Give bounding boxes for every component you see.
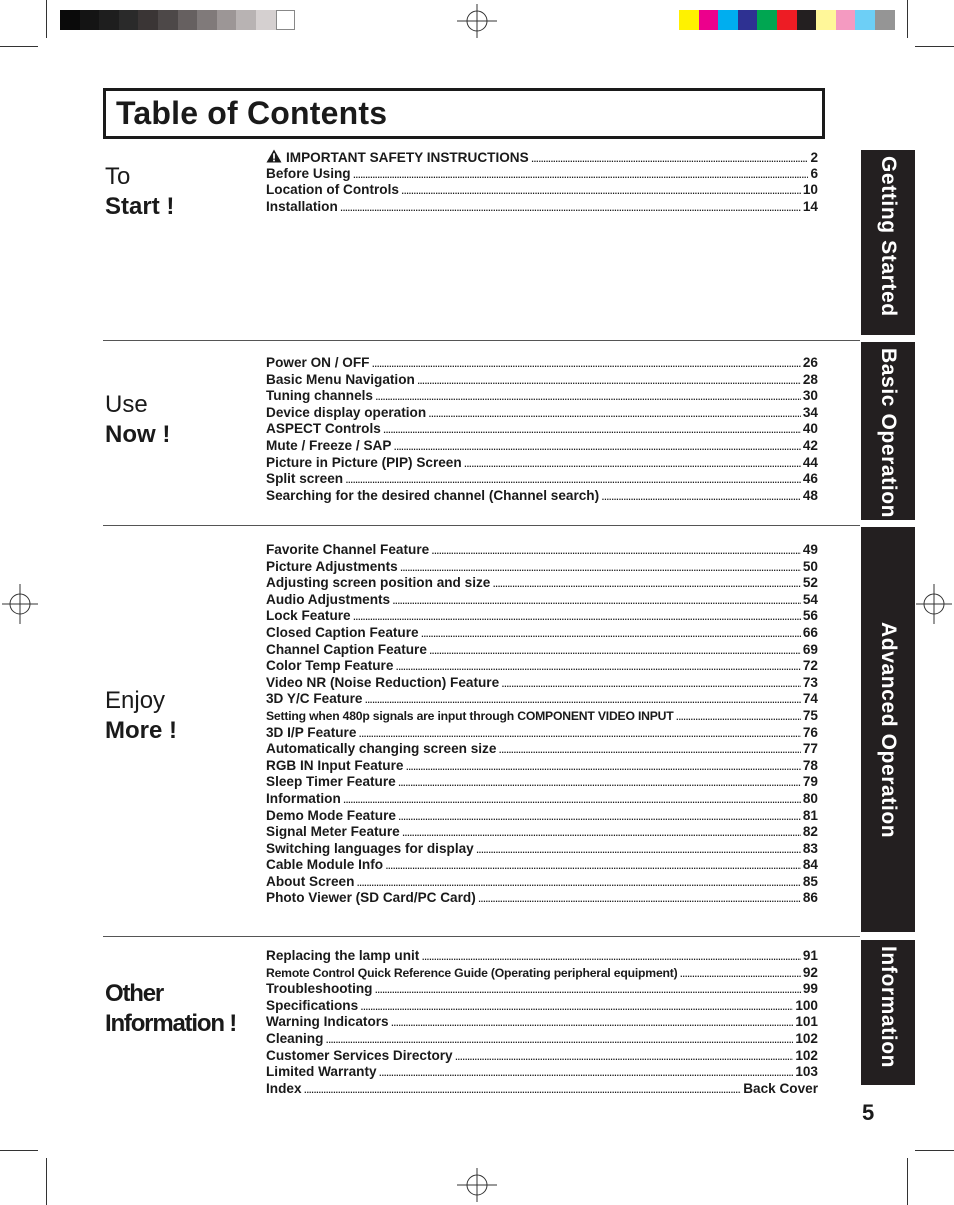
dot-leader bbox=[476, 841, 801, 856]
warning-triangle-icon bbox=[266, 149, 282, 163]
color-swatch bbox=[797, 10, 817, 30]
toc-entry-text: Tuning channels bbox=[266, 388, 373, 404]
toc-entry-page: 85 bbox=[802, 873, 818, 889]
registration-mark-icon bbox=[457, 4, 497, 38]
toc-entry[interactable] bbox=[266, 405, 818, 422]
toc-entry-text: Color Temp Feature bbox=[266, 658, 394, 674]
toc-entry[interactable] bbox=[266, 1048, 818, 1065]
toc-entry[interactable] bbox=[266, 774, 818, 791]
tab-information[interactable] bbox=[861, 940, 915, 1085]
toc-entry[interactable] bbox=[266, 559, 818, 576]
toc-entry[interactable] bbox=[266, 998, 818, 1015]
toc-entry-title bbox=[266, 199, 338, 214]
toc-entry-text: IMPORTANT SAFETY INSTRUCTIONS bbox=[286, 150, 529, 165]
toc-entry-title bbox=[266, 675, 499, 690]
color-swatch bbox=[777, 10, 797, 30]
toc-entry-title bbox=[266, 592, 390, 607]
toc-entry[interactable] bbox=[266, 824, 818, 841]
toc-entry[interactable] bbox=[266, 388, 818, 405]
toc-entry-text: Automatically changing screen size bbox=[266, 741, 497, 757]
toc-entry-text: Installation bbox=[266, 198, 338, 214]
toc-entry-text: Device display operation bbox=[266, 404, 427, 420]
dot-leader bbox=[400, 559, 801, 574]
section-label-line1: Other bbox=[105, 980, 164, 1007]
toc-entry[interactable] bbox=[266, 808, 818, 825]
gray-swatch bbox=[276, 10, 296, 30]
dot-leader bbox=[325, 1031, 793, 1046]
dot-leader bbox=[464, 455, 801, 470]
dot-leader bbox=[421, 625, 801, 640]
toc-entry-text: Index bbox=[266, 1080, 302, 1096]
toc-entry[interactable] bbox=[266, 471, 818, 488]
toc-entry[interactable] bbox=[266, 874, 818, 891]
toc-entry-title bbox=[266, 575, 490, 590]
toc-entry-title bbox=[266, 471, 343, 486]
gray-swatch bbox=[217, 10, 237, 30]
gray-swatch bbox=[138, 10, 158, 30]
toc-entry[interactable] bbox=[266, 182, 818, 199]
toc-entry-title bbox=[266, 691, 362, 706]
toc-entry-text: Channel Caption Feature bbox=[266, 641, 427, 657]
registration-mark-icon bbox=[916, 584, 952, 624]
toc-entry[interactable] bbox=[266, 890, 818, 907]
toc-entry-title bbox=[266, 758, 403, 773]
toc-entry[interactable] bbox=[266, 691, 818, 708]
color-swatch bbox=[816, 10, 836, 30]
toc-entry-page: 56 bbox=[802, 608, 818, 624]
toc-entry[interactable] bbox=[266, 166, 818, 183]
toc-entry-page: 14 bbox=[802, 198, 818, 214]
toc-entry-page: Back Cover bbox=[743, 1080, 818, 1096]
dot-leader bbox=[601, 488, 801, 503]
toc-entry-text: Audio Adjustments bbox=[266, 591, 391, 607]
toc-entry-page: 84 bbox=[802, 857, 818, 873]
toc-entry-page: 10 bbox=[802, 182, 818, 198]
gray-scale-bar bbox=[60, 10, 295, 30]
toc-entry-page: 26 bbox=[802, 355, 818, 370]
gray-swatch bbox=[236, 10, 256, 30]
toc-entry-title bbox=[266, 709, 674, 723]
toc-entry[interactable] bbox=[266, 1031, 818, 1048]
toc-entry[interactable] bbox=[266, 948, 818, 965]
toc-entry-page: 40 bbox=[802, 421, 818, 437]
toc-entry-page: 34 bbox=[802, 404, 818, 420]
toc-entry[interactable] bbox=[266, 791, 818, 808]
section-label-use bbox=[105, 390, 170, 450]
toc-entry-text: Customer Services Directory bbox=[266, 1047, 453, 1063]
toc-entry-page: 75 bbox=[802, 707, 818, 723]
toc-entry-page: 101 bbox=[795, 1014, 818, 1030]
toc-entry[interactable] bbox=[266, 608, 818, 625]
gray-swatch bbox=[197, 10, 217, 30]
toc-entry-text: Limited Warranty bbox=[266, 1064, 377, 1080]
toc-entry-text: Video NR (Noise Reduction) Feature bbox=[266, 674, 500, 690]
dot-leader bbox=[455, 1048, 794, 1063]
toc-entry-text: Adjusting screen position and size bbox=[266, 575, 491, 591]
gray-swatch bbox=[178, 10, 198, 30]
dot-leader bbox=[340, 199, 801, 214]
toc-entry-title bbox=[266, 741, 496, 756]
toc-entry[interactable] bbox=[266, 981, 818, 998]
toc-entry[interactable] bbox=[266, 841, 818, 858]
toc-entry[interactable] bbox=[266, 965, 818, 982]
toc-entry-page: 52 bbox=[802, 575, 818, 591]
dot-leader bbox=[360, 998, 793, 1013]
toc-entry[interactable] bbox=[266, 355, 818, 372]
color-swatch bbox=[855, 10, 875, 30]
dot-leader bbox=[343, 791, 801, 806]
color-swatch bbox=[679, 10, 699, 30]
toc-entry-text: Picture Adjustments bbox=[266, 558, 398, 574]
toc-entry-text: Setting when 480p signals are input through COMPONENT VIDEO INPUT bbox=[266, 708, 674, 723]
toc-entry-text: Split screen bbox=[266, 471, 344, 487]
toc-entry-text: Information bbox=[266, 790, 341, 806]
toc-entry-page: 2 bbox=[810, 150, 818, 165]
toc-entry-title bbox=[266, 1081, 302, 1096]
toc-entry-title bbox=[266, 182, 399, 197]
dot-leader bbox=[478, 890, 801, 905]
toc-entry-text: Warning Indicators bbox=[266, 1014, 389, 1030]
color-swatch bbox=[836, 10, 856, 30]
section-label-line2: Information ! bbox=[105, 1010, 237, 1037]
dot-leader bbox=[398, 774, 801, 789]
toc-entry-text: Specifications bbox=[266, 997, 359, 1013]
toc-entry-title bbox=[266, 455, 462, 470]
toc-entry-title bbox=[266, 642, 427, 657]
toc-entry-title bbox=[266, 421, 381, 436]
dot-leader bbox=[531, 150, 809, 165]
toc-entry[interactable] bbox=[266, 488, 818, 505]
toc-entry-title bbox=[266, 608, 351, 623]
toc-entry-text: Cable Module Info bbox=[266, 857, 384, 873]
section-divider bbox=[103, 340, 860, 341]
section-label-line2: Now ! bbox=[105, 421, 171, 448]
toc-entry-title bbox=[266, 998, 358, 1013]
toc-entry-text: ASPECT Controls bbox=[266, 421, 381, 437]
registration-mark-icon bbox=[2, 584, 38, 624]
toc-entry[interactable] bbox=[266, 372, 818, 389]
toc-entry-title bbox=[266, 372, 415, 387]
toc-entry-text: Before Using bbox=[266, 165, 351, 181]
toc-entry[interactable] bbox=[266, 857, 818, 874]
toc-entry-page: 73 bbox=[802, 674, 818, 690]
toc-entry-title bbox=[266, 824, 400, 839]
toc-entry-page: 54 bbox=[802, 591, 818, 607]
tab-advanced-operation[interactable] bbox=[861, 527, 915, 932]
gray-swatch bbox=[158, 10, 178, 30]
section-label-line2: More ! bbox=[105, 717, 177, 744]
dot-leader bbox=[421, 948, 801, 963]
toc-list-other bbox=[266, 948, 818, 1097]
toc-entry-page: 46 bbox=[802, 471, 818, 487]
dot-leader bbox=[353, 166, 809, 181]
page-number: 5 bbox=[862, 1100, 875, 1125]
toc-entry-title bbox=[266, 808, 396, 823]
dot-leader bbox=[379, 1064, 794, 1079]
dot-leader bbox=[401, 182, 801, 197]
gray-swatch bbox=[80, 10, 100, 30]
toc-entry-page: 80 bbox=[802, 790, 818, 806]
tab-label: Getting Started bbox=[877, 156, 900, 317]
toc-entry-page: 102 bbox=[795, 1047, 818, 1063]
section-label-line1: Enjoy bbox=[105, 687, 166, 714]
toc-entry-page: 30 bbox=[802, 388, 818, 404]
toc-entry-text: 3D I/P Feature bbox=[266, 724, 357, 740]
toc-entry-title bbox=[266, 405, 426, 420]
dot-leader bbox=[501, 675, 801, 690]
toc-entry-page: 103 bbox=[795, 1064, 818, 1080]
toc-entry-page: 82 bbox=[802, 824, 818, 840]
toc-entry-page: 48 bbox=[802, 487, 818, 503]
toc-entry-page: 69 bbox=[802, 641, 818, 657]
toc-entry-page: 28 bbox=[802, 371, 818, 387]
dot-leader bbox=[679, 965, 800, 980]
toc-entry[interactable] bbox=[266, 199, 818, 216]
toc-entry-text: Remote Control Quick Reference Guide (Operating peripheral equipment) bbox=[266, 965, 678, 980]
toc-entry-page: 91 bbox=[802, 948, 818, 963]
title-box bbox=[103, 88, 825, 139]
color-swatch bbox=[738, 10, 758, 30]
toc-entry[interactable] bbox=[266, 575, 818, 592]
color-swatch bbox=[875, 10, 895, 30]
toc-entry-title bbox=[266, 658, 393, 673]
toc-entry-page: 74 bbox=[802, 691, 818, 707]
toc-entry-text: Lock Feature bbox=[266, 608, 351, 624]
toc-entry-page: 102 bbox=[795, 1030, 818, 1046]
toc-entry-text: Searching for the desired channel (Channel search) bbox=[266, 487, 600, 503]
section-divider bbox=[103, 525, 860, 526]
toc-entry[interactable] bbox=[266, 421, 818, 438]
dot-leader bbox=[676, 708, 801, 723]
dot-leader bbox=[356, 874, 801, 889]
toc-entry-title bbox=[266, 1064, 377, 1079]
toc-entry[interactable] bbox=[266, 642, 818, 659]
color-swatch bbox=[699, 10, 719, 30]
toc-list-enjoy bbox=[266, 542, 818, 907]
toc-entry[interactable] bbox=[266, 455, 818, 472]
toc-entry-title bbox=[266, 948, 419, 963]
dot-leader bbox=[353, 608, 801, 623]
section-label-line1: To bbox=[105, 163, 131, 190]
toc-entry-page: 100 bbox=[795, 997, 818, 1013]
toc-entry-title bbox=[266, 841, 474, 856]
toc-entry[interactable] bbox=[266, 625, 818, 642]
tab-label: Advanced Operation bbox=[877, 622, 900, 839]
toc-entry[interactable] bbox=[266, 758, 818, 775]
dot-leader bbox=[345, 471, 801, 486]
toc-entry-title bbox=[266, 1031, 323, 1046]
section-label-other bbox=[105, 979, 236, 1039]
dot-leader bbox=[428, 405, 801, 420]
toc-entry[interactable] bbox=[266, 675, 818, 692]
toc-entry-page: 42 bbox=[802, 437, 818, 453]
toc-entry-text: Sleep Timer Feature bbox=[266, 774, 396, 790]
dot-leader bbox=[358, 725, 800, 740]
tab-label: Basic Operation bbox=[877, 348, 900, 519]
toc-entry-text: Signal Meter Feature bbox=[266, 824, 400, 840]
toc-entry-title bbox=[266, 388, 373, 403]
toc-entry-page: 92 bbox=[802, 964, 818, 980]
dot-leader bbox=[304, 1081, 742, 1096]
dot-leader bbox=[431, 542, 801, 557]
toc-entry-title bbox=[266, 542, 429, 557]
section-label-enjoy bbox=[105, 686, 177, 746]
toc-entry-title bbox=[266, 1048, 453, 1063]
toc-entry-text: Photo Viewer (SD Card/PC Card) bbox=[266, 890, 476, 906]
toc-entry-title bbox=[266, 890, 476, 905]
toc-entry-text: Power ON / OFF bbox=[266, 355, 370, 370]
toc-list-use bbox=[266, 355, 818, 504]
toc-entry-text: RGB IN Input Feature bbox=[266, 757, 404, 773]
dot-leader bbox=[391, 1014, 794, 1029]
toc-entry-page: 6 bbox=[810, 165, 818, 181]
dot-leader bbox=[375, 388, 801, 403]
toc-entry-title bbox=[266, 857, 383, 872]
toc-entry-text: 3D Y/C Feature bbox=[266, 691, 363, 707]
toc-entry[interactable] bbox=[266, 725, 818, 742]
toc-entry[interactable] bbox=[266, 708, 818, 725]
toc-entry-page: 66 bbox=[802, 624, 818, 640]
toc-entry-page: 50 bbox=[802, 558, 818, 574]
toc-entry-text: Switching languages for display bbox=[266, 840, 474, 856]
toc-entry-page: 79 bbox=[802, 774, 818, 790]
toc-entry-text: Basic Menu Navigation bbox=[266, 371, 415, 387]
dot-leader bbox=[383, 421, 801, 436]
dot-leader bbox=[364, 691, 800, 706]
toc-entry-page: 76 bbox=[802, 724, 818, 740]
tab-basic-operation[interactable] bbox=[861, 342, 915, 520]
color-swatch bbox=[718, 10, 738, 30]
toc-entry-page: 81 bbox=[802, 807, 818, 823]
section-label-line2: Start ! bbox=[105, 193, 175, 220]
toc-entry-text: Replacing the lamp unit bbox=[266, 948, 420, 963]
toc-entry[interactable] bbox=[266, 1081, 818, 1098]
toc-entry[interactable] bbox=[266, 438, 818, 455]
toc-entry-page: 99 bbox=[802, 981, 818, 997]
toc-entry-text: Cleaning bbox=[266, 1030, 324, 1046]
dot-leader bbox=[385, 857, 801, 872]
toc-entry[interactable] bbox=[266, 542, 818, 559]
toc-entry-text: Troubleshooting bbox=[266, 981, 373, 997]
registration-mark-icon bbox=[457, 1168, 497, 1202]
gray-swatch bbox=[256, 10, 276, 30]
toc-entry-text: Location of Controls bbox=[266, 182, 399, 198]
section-label-start bbox=[105, 162, 174, 222]
gray-swatch bbox=[60, 10, 80, 30]
toc-entry-text: Closed Caption Feature bbox=[266, 624, 419, 640]
toc-entry-page: 44 bbox=[802, 454, 818, 470]
toc-entry[interactable] bbox=[266, 1014, 818, 1031]
dot-leader bbox=[405, 758, 800, 773]
toc-entry-page: 72 bbox=[802, 658, 818, 674]
toc-entry[interactable] bbox=[266, 741, 818, 758]
toc-list-start bbox=[266, 149, 818, 215]
section-divider bbox=[103, 936, 860, 937]
toc-entry[interactable] bbox=[266, 149, 818, 166]
dot-leader bbox=[417, 372, 801, 387]
gray-swatch bbox=[99, 10, 119, 30]
tab-getting-started[interactable] bbox=[861, 150, 915, 335]
toc-entry-title bbox=[266, 149, 529, 165]
toc-entry-page: 49 bbox=[802, 542, 818, 557]
toc-entry-title bbox=[266, 874, 354, 889]
dot-leader bbox=[402, 824, 801, 839]
toc-entry-title bbox=[266, 774, 396, 789]
toc-entry-title bbox=[266, 791, 341, 806]
toc-entry-text: Demo Mode Feature bbox=[266, 807, 396, 823]
toc-entry-title bbox=[266, 559, 398, 574]
toc-entry-title bbox=[266, 1014, 389, 1029]
toc-entry-title bbox=[266, 725, 356, 740]
color-calibration-bar bbox=[679, 10, 895, 30]
toc-entry-title bbox=[266, 166, 351, 181]
toc-entry-title bbox=[266, 625, 419, 640]
toc-entry[interactable] bbox=[266, 592, 818, 609]
dot-leader bbox=[498, 741, 800, 756]
toc-entry-title bbox=[266, 488, 599, 503]
section-label-line1: Use bbox=[105, 391, 148, 418]
dot-leader bbox=[392, 592, 801, 607]
toc-entry-page: 78 bbox=[802, 757, 818, 773]
toc-entry-title bbox=[266, 981, 372, 996]
toc-entry-text: About Screen bbox=[266, 873, 355, 889]
toc-entry-text: Mute / Freeze / SAP bbox=[266, 437, 392, 453]
toc-entry-title bbox=[266, 966, 677, 980]
toc-entry-page: 83 bbox=[802, 840, 818, 856]
dot-leader bbox=[371, 355, 800, 370]
toc-entry-text: Favorite Channel Feature bbox=[266, 542, 430, 557]
gray-swatch bbox=[119, 10, 139, 30]
toc-entry[interactable] bbox=[266, 658, 818, 675]
toc-entry-text: Picture in Picture (PIP) Screen bbox=[266, 454, 462, 470]
tab-label: Information bbox=[877, 946, 900, 1069]
dot-leader bbox=[492, 575, 801, 590]
dot-leader bbox=[398, 808, 801, 823]
toc-entry-page: 86 bbox=[802, 890, 818, 906]
dot-leader bbox=[393, 438, 800, 453]
dot-leader bbox=[374, 981, 800, 996]
toc-entry-page: 77 bbox=[802, 741, 818, 757]
toc-entry[interactable] bbox=[266, 1064, 818, 1081]
color-swatch bbox=[757, 10, 777, 30]
toc-entry-title bbox=[266, 438, 391, 453]
dot-leader bbox=[429, 642, 801, 657]
dot-leader bbox=[395, 658, 800, 673]
page-title: Table of Contents bbox=[116, 95, 388, 131]
toc-entry-title bbox=[266, 355, 369, 370]
